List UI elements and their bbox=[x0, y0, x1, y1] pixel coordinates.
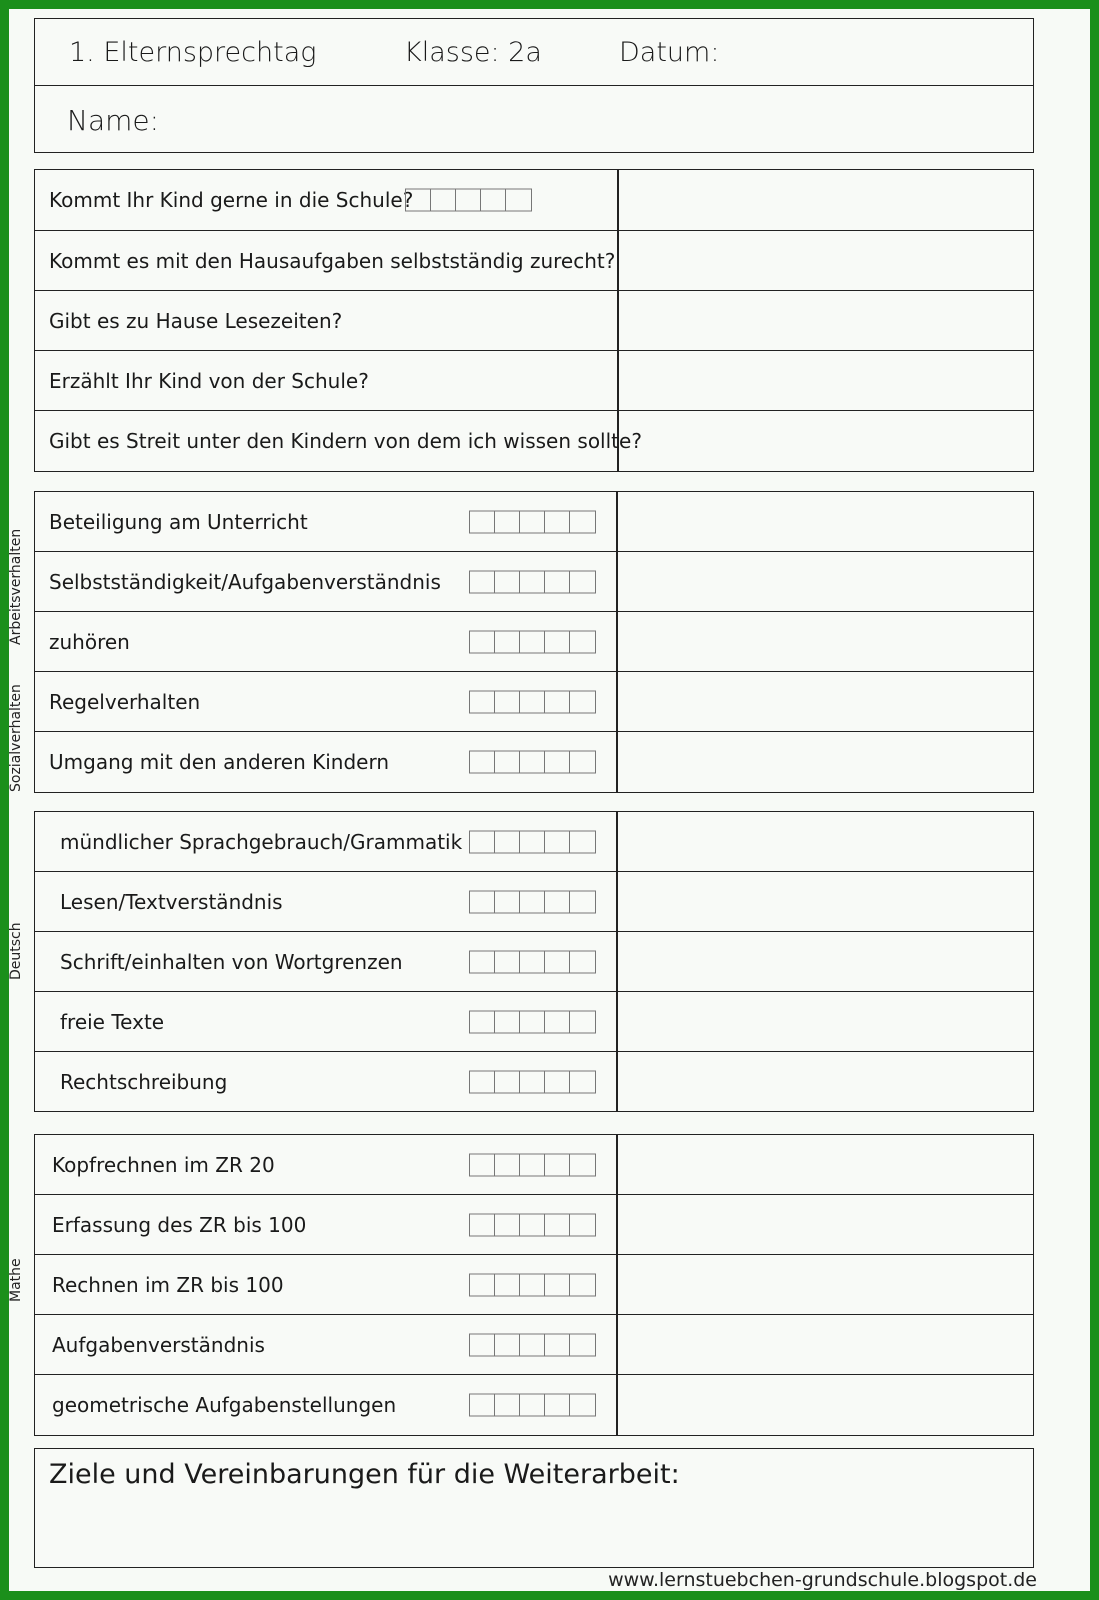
criterion-label: geometrische Aufgabenstellungen bbox=[52, 1393, 397, 1417]
rating-cell[interactable] bbox=[570, 951, 595, 972]
rating-cell[interactable] bbox=[570, 891, 595, 912]
rating-boxes[interactable] bbox=[469, 1333, 596, 1356]
rating-cell[interactable] bbox=[570, 752, 595, 773]
rating-cell[interactable] bbox=[570, 1011, 595, 1032]
rating-cell[interactable] bbox=[545, 1395, 570, 1416]
criterion-row bbox=[35, 672, 1033, 732]
rating-cell[interactable] bbox=[545, 1274, 570, 1295]
rating-cell[interactable] bbox=[495, 1334, 520, 1355]
rating-cell[interactable] bbox=[470, 1072, 495, 1093]
criterion-row bbox=[35, 612, 1033, 672]
criterion-row bbox=[35, 732, 1033, 792]
rating-cell[interactable] bbox=[520, 1395, 545, 1416]
rating-cell[interactable] bbox=[495, 571, 520, 592]
rating-boxes[interactable] bbox=[469, 1153, 596, 1176]
rating-cell[interactable] bbox=[520, 691, 545, 712]
criterion-label: Rechtschreibung bbox=[60, 1070, 228, 1094]
rating-cell[interactable] bbox=[470, 951, 495, 972]
rating-cell[interactable] bbox=[570, 1214, 595, 1235]
rating-cell[interactable] bbox=[520, 1214, 545, 1235]
rating-cell[interactable] bbox=[495, 831, 520, 852]
question-label: Gibt es Streit unter den Kindern von dem ich wissen sollte? bbox=[49, 429, 642, 453]
criterion-row bbox=[35, 1255, 1033, 1315]
behavior-section bbox=[34, 491, 1034, 793]
header-box bbox=[34, 18, 1034, 153]
rating-cell[interactable] bbox=[570, 691, 595, 712]
rating-cell[interactable] bbox=[431, 190, 456, 211]
rating-cell[interactable] bbox=[520, 1154, 545, 1175]
criterion-label: Selbstständigkeit/Aufgabenverständnis bbox=[49, 569, 441, 594]
rating-boxes[interactable] bbox=[469, 1213, 596, 1236]
rating-cell[interactable] bbox=[570, 631, 595, 652]
rating-cell[interactable] bbox=[495, 511, 520, 532]
rating-cell[interactable] bbox=[545, 831, 570, 852]
rating-cell[interactable] bbox=[470, 752, 495, 773]
rating-cell[interactable] bbox=[520, 1072, 545, 1093]
rating-cell[interactable] bbox=[470, 631, 495, 652]
rating-cell[interactable] bbox=[495, 1274, 520, 1295]
criterion-row bbox=[35, 812, 1033, 872]
rating-cell[interactable] bbox=[570, 511, 595, 532]
header-row-name bbox=[35, 86, 1033, 152]
rating-cell[interactable] bbox=[470, 831, 495, 852]
rating-cell[interactable] bbox=[495, 1395, 520, 1416]
criterion-row bbox=[35, 1195, 1033, 1255]
rating-cell[interactable] bbox=[545, 511, 570, 532]
rating-cell[interactable] bbox=[545, 691, 570, 712]
rating-cell[interactable] bbox=[470, 1334, 495, 1355]
criterion-label: mündlicher Sprachgebrauch/Grammatik bbox=[60, 829, 463, 854]
rating-cell[interactable] bbox=[570, 1154, 595, 1175]
rating-boxes[interactable] bbox=[469, 1071, 596, 1094]
form-title: 1. Elternsprechtag bbox=[69, 37, 317, 68]
rating-cell[interactable] bbox=[570, 1274, 595, 1295]
criterion-label: Umgang mit den anderen Kindern bbox=[49, 750, 390, 774]
criterion-row bbox=[35, 932, 1033, 992]
rating-cell[interactable] bbox=[495, 891, 520, 912]
rating-cell[interactable] bbox=[570, 831, 595, 852]
rating-boxes[interactable] bbox=[469, 751, 596, 774]
criterion-label: Rechnen im ZR bis 100 bbox=[52, 1272, 284, 1297]
rating-cell[interactable] bbox=[570, 1395, 595, 1416]
rating-cell[interactable] bbox=[545, 752, 570, 773]
rating-cell[interactable] bbox=[545, 1011, 570, 1032]
question-row bbox=[35, 351, 1033, 411]
rating-cell[interactable] bbox=[570, 571, 595, 592]
header-row-top bbox=[35, 19, 1033, 86]
rating-cell[interactable] bbox=[470, 691, 495, 712]
rating-cell[interactable] bbox=[470, 1011, 495, 1032]
rating-cell[interactable] bbox=[481, 190, 506, 211]
rating-boxes[interactable] bbox=[469, 1394, 596, 1417]
rating-cell[interactable] bbox=[406, 190, 431, 211]
rating-cell[interactable] bbox=[495, 1072, 520, 1093]
rating-boxes[interactable] bbox=[469, 950, 596, 973]
criterion-label: freie Texte bbox=[60, 1009, 165, 1034]
rating-boxes[interactable] bbox=[469, 570, 596, 593]
question-label: Kommt Ihr Kind gerne in die Schule? bbox=[49, 188, 414, 212]
criterion-label: Erfassung des ZR bis 100 bbox=[52, 1212, 307, 1237]
side-label-deutsch: Deutsch bbox=[8, 922, 24, 980]
rating-cell[interactable] bbox=[520, 891, 545, 912]
criterion-row bbox=[35, 1052, 1033, 1112]
footer-url: www.lernstuebchen-grundschule.blogspot.de bbox=[608, 1569, 1037, 1591]
criterion-row bbox=[35, 1135, 1033, 1195]
rating-cell[interactable] bbox=[520, 1274, 545, 1295]
rating-cell[interactable] bbox=[470, 1154, 495, 1175]
general-questions-section bbox=[34, 169, 1034, 472]
side-label-sozialverhalten: Sozialverhalten bbox=[8, 684, 24, 792]
rating-cell[interactable] bbox=[470, 571, 495, 592]
rating-boxes[interactable] bbox=[469, 1010, 596, 1033]
rating-cell[interactable] bbox=[545, 1072, 570, 1093]
question-label: Erzählt Ihr Kind von der Schule? bbox=[49, 368, 369, 393]
class-label: Klasse: 2a bbox=[404, 37, 542, 68]
criterion-label: Beteiligung am Unterricht bbox=[49, 509, 308, 534]
rating-cell[interactable] bbox=[470, 1274, 495, 1295]
side-label-arbeitsverhalten: Arbeitsverhalten bbox=[8, 528, 24, 645]
question-row bbox=[35, 291, 1033, 351]
rating-cell[interactable] bbox=[545, 1334, 570, 1355]
rating-cell[interactable] bbox=[520, 752, 545, 773]
rating-cell[interactable] bbox=[520, 511, 545, 532]
side-label-mathe: Mathe bbox=[8, 1258, 24, 1302]
rating-cell[interactable] bbox=[470, 1214, 495, 1235]
rating-cell[interactable] bbox=[495, 1214, 520, 1235]
rating-boxes[interactable] bbox=[469, 630, 596, 653]
rating-cell[interactable] bbox=[495, 752, 520, 773]
goals-title: Ziele und Vereinbarungen für die Weiterarbeit: bbox=[49, 1459, 680, 1490]
rating-cell[interactable] bbox=[545, 1154, 570, 1175]
rating-cell[interactable] bbox=[520, 571, 545, 592]
criterion-label: Lesen/Textverständnis bbox=[60, 889, 283, 914]
rating-cell[interactable] bbox=[520, 631, 545, 652]
criterion-row bbox=[35, 1375, 1033, 1435]
deutsch-section bbox=[34, 811, 1034, 1112]
question-label: Gibt es zu Hause Lesezeiten? bbox=[49, 308, 343, 333]
criterion-row bbox=[35, 1315, 1033, 1375]
rating-cell[interactable] bbox=[520, 831, 545, 852]
criterion-row bbox=[35, 492, 1033, 552]
date-label[interactable]: Datum: bbox=[619, 37, 720, 68]
rating-boxes[interactable] bbox=[469, 890, 596, 913]
rating-cell[interactable] bbox=[520, 951, 545, 972]
rating-boxes[interactable] bbox=[469, 510, 596, 533]
criterion-label: Kopfrechnen im ZR 20 bbox=[52, 1152, 275, 1177]
rating-boxes[interactable] bbox=[469, 1273, 596, 1296]
question-row bbox=[35, 231, 1033, 291]
question-label: Kommt es mit den Hausaufgaben selbstständig zurecht? bbox=[49, 248, 616, 273]
rating-boxes[interactable] bbox=[469, 830, 596, 853]
rating-cell[interactable] bbox=[545, 951, 570, 972]
rating-cell[interactable] bbox=[570, 1334, 595, 1355]
goals-box[interactable] bbox=[34, 1448, 1034, 1568]
name-label[interactable]: Name: bbox=[67, 104, 160, 137]
criterion-row bbox=[35, 872, 1033, 932]
rating-cell[interactable] bbox=[495, 691, 520, 712]
rating-cell[interactable] bbox=[545, 631, 570, 652]
question-row bbox=[35, 170, 1033, 231]
criterion-label: zuhören bbox=[49, 629, 130, 654]
rating-boxes[interactable] bbox=[469, 690, 596, 713]
rating-cell[interactable] bbox=[506, 190, 531, 211]
mathe-section bbox=[34, 1134, 1034, 1436]
criterion-label: Aufgabenverständnis bbox=[52, 1332, 265, 1357]
rating-cell[interactable] bbox=[495, 1011, 520, 1032]
rating-cell[interactable] bbox=[520, 1011, 545, 1032]
rating-cell[interactable] bbox=[570, 1072, 595, 1093]
rating-cell[interactable] bbox=[470, 1395, 495, 1416]
rating-cell[interactable] bbox=[470, 891, 495, 912]
rating-cell[interactable] bbox=[495, 631, 520, 652]
rating-cell[interactable] bbox=[545, 891, 570, 912]
criterion-label: Schrift/einhalten von Wortgrenzen bbox=[60, 949, 403, 974]
criterion-row bbox=[35, 992, 1033, 1052]
criterion-row bbox=[35, 552, 1033, 612]
rating-cell[interactable] bbox=[495, 951, 520, 972]
rating-boxes[interactable] bbox=[405, 189, 532, 212]
question-row bbox=[35, 411, 1033, 471]
rating-cell[interactable] bbox=[470, 511, 495, 532]
rating-cell[interactable] bbox=[545, 571, 570, 592]
rating-cell[interactable] bbox=[545, 1214, 570, 1235]
rating-cell[interactable] bbox=[495, 1154, 520, 1175]
rating-cell[interactable] bbox=[456, 190, 481, 211]
rating-cell[interactable] bbox=[520, 1334, 545, 1355]
criterion-label: Regelverhalten bbox=[49, 689, 201, 714]
